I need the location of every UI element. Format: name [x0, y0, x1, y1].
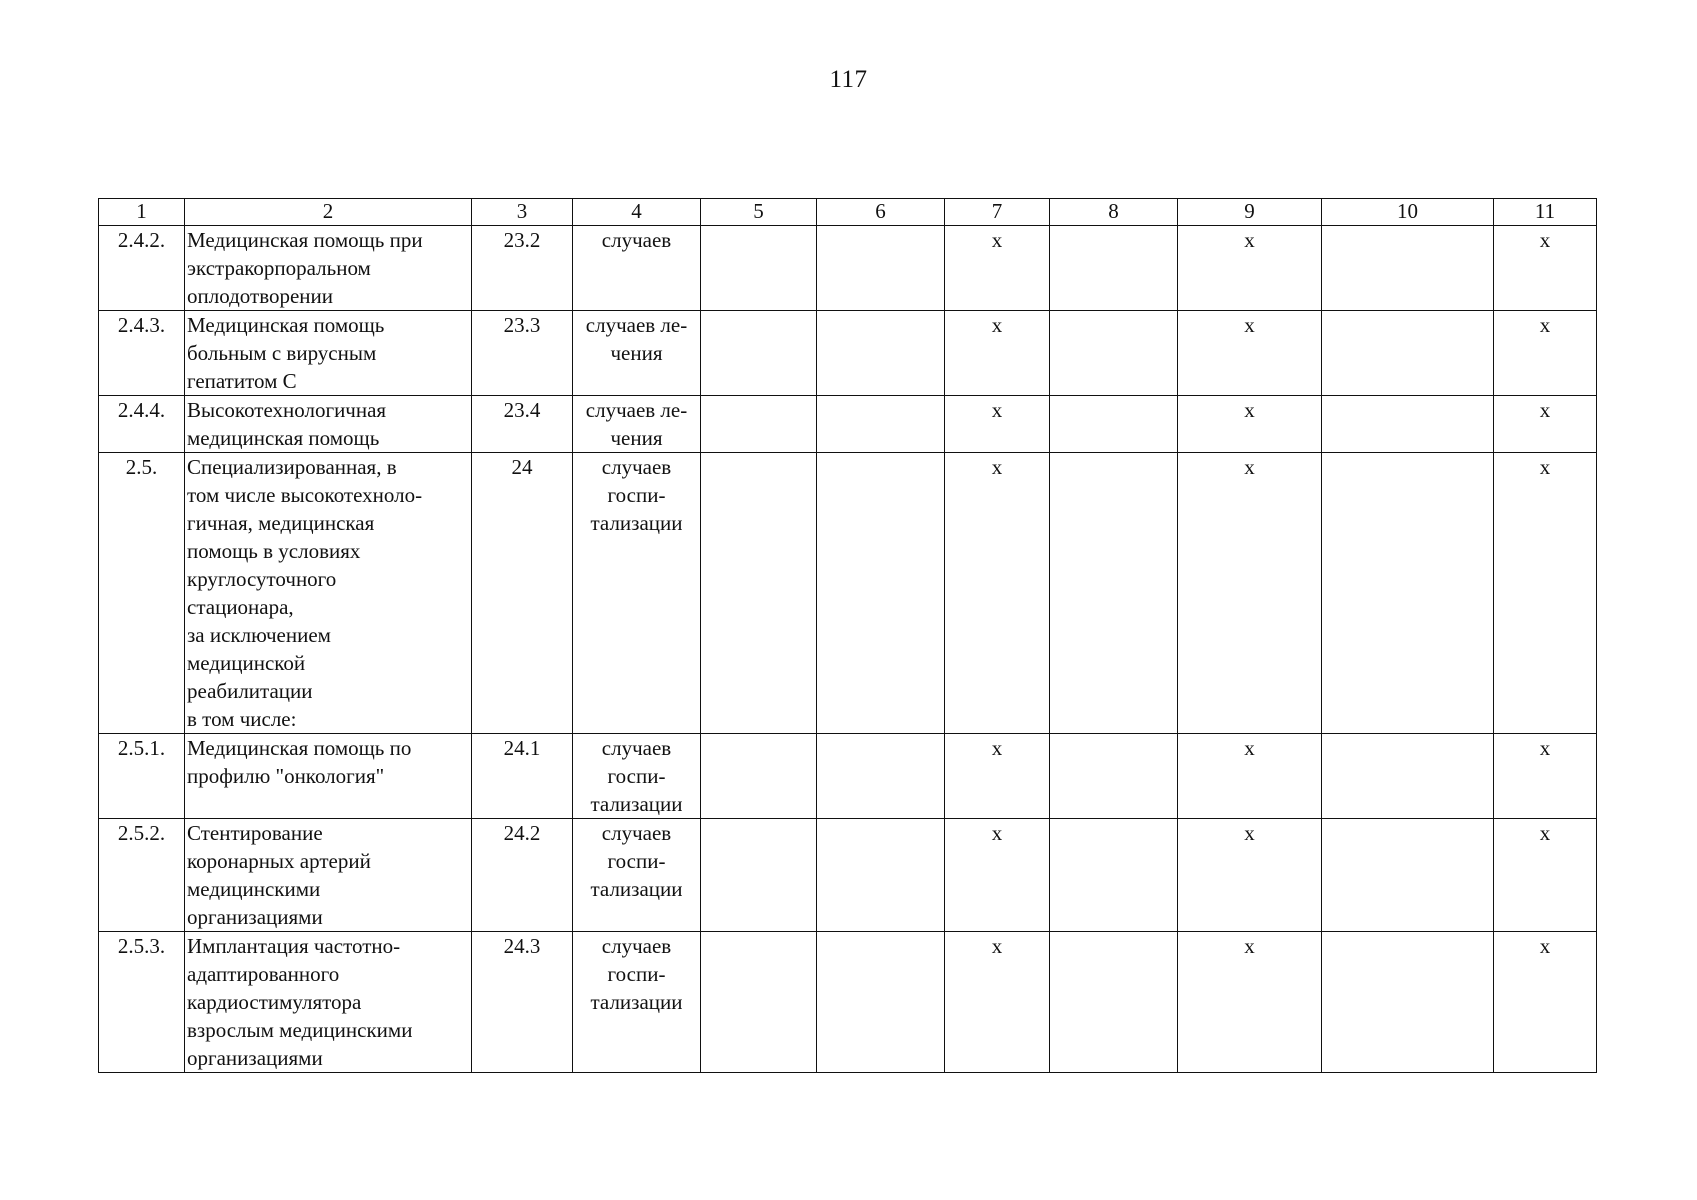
col11-cell	[1494, 932, 1597, 1073]
col5-cell	[701, 396, 817, 453]
col11-cell	[1494, 226, 1597, 311]
col7-cell	[945, 734, 1050, 819]
col9-text: x	[1244, 736, 1255, 760]
col9-cell	[1178, 396, 1322, 453]
row-name-text: Медицинская помощь при экстракорпоральном оплодотворении	[187, 228, 423, 308]
col10-cell	[1322, 226, 1494, 311]
column-header: 2	[185, 199, 472, 226]
col11-cell	[1494, 734, 1597, 819]
column-header: 3	[472, 199, 573, 226]
row-name-cell	[185, 932, 472, 1073]
col9-cell	[1178, 226, 1322, 311]
col10-cell	[1322, 453, 1494, 734]
col8-cell	[1050, 396, 1178, 453]
col8-cell	[1050, 453, 1178, 734]
col9-cell	[1178, 453, 1322, 734]
row-code-cell	[472, 311, 573, 396]
col11-cell	[1494, 819, 1597, 932]
col8-cell	[1050, 819, 1178, 932]
col9-text: x	[1244, 313, 1255, 337]
row-name-cell	[185, 734, 472, 819]
row-unit-cell	[573, 819, 701, 932]
row-unit-text: случаев ле- чения	[585, 313, 688, 365]
row-unit-cell	[573, 932, 701, 1073]
data-table	[98, 198, 1597, 1073]
row-number-text: 2.5.	[125, 455, 158, 479]
row-code-cell	[472, 734, 573, 819]
col7-cell	[945, 311, 1050, 396]
table-row	[99, 819, 1597, 932]
row-unit-text: случаев госпи- тализации	[590, 736, 683, 816]
col11-text: x	[1539, 736, 1551, 760]
table-row	[99, 453, 1597, 734]
row-code-text: 23.3	[503, 313, 541, 337]
col11-text: x	[1539, 934, 1551, 958]
column-header: 4	[573, 199, 701, 226]
row-name-text: Стентирование коронарных артерий медицинскими организациями	[187, 821, 371, 929]
col11-text: x	[1539, 313, 1551, 337]
row-name-text: Специализированная, в том числе высокотехноло- гичная, медицинская помощь в условиях круглосуточного стационара, за исключением медицинской реабилитации в том числе:	[187, 455, 423, 731]
row-number-text: 2.5.2.	[117, 821, 166, 845]
row-unit-text: случаев ле- чения	[585, 398, 688, 450]
row-number-cell	[99, 734, 185, 819]
col10-cell	[1322, 932, 1494, 1073]
col11-text: x	[1539, 228, 1551, 252]
col10-cell	[1322, 734, 1494, 819]
table-row	[99, 396, 1597, 453]
col11-text: x	[1539, 398, 1551, 422]
col6-cell	[817, 932, 945, 1073]
col11-cell	[1494, 311, 1597, 396]
column-header: 10	[1322, 199, 1494, 226]
row-unit-cell	[573, 453, 701, 734]
row-name-cell	[185, 226, 472, 311]
row-code-cell	[472, 453, 573, 734]
col11-cell	[1494, 453, 1597, 734]
row-name-cell	[185, 453, 472, 734]
col7-text: x	[991, 455, 1003, 479]
row-unit-cell	[573, 311, 701, 396]
col11-text: x	[1539, 455, 1551, 479]
row-code-text: 23.4	[503, 398, 541, 422]
col7-text: x	[991, 313, 1003, 337]
col6-cell	[817, 226, 945, 311]
col9-text: x	[1244, 821, 1255, 845]
col8-cell	[1050, 226, 1178, 311]
column-header: 8	[1050, 199, 1178, 226]
table-row	[99, 226, 1597, 311]
page-number: 117	[829, 66, 868, 93]
col10-cell	[1322, 396, 1494, 453]
col9-cell	[1178, 932, 1322, 1073]
col9-text: x	[1244, 398, 1255, 422]
col5-cell	[701, 932, 817, 1073]
row-number-text: 2.4.2.	[117, 228, 166, 252]
row-unit-text: случаев госпи- тализации	[590, 455, 683, 535]
col5-cell	[701, 311, 817, 396]
row-name-text: Имплантация частотно- адаптированного кардиостимулятора взрослым медицинскими организациями	[187, 934, 413, 1070]
col11-text: x	[1539, 821, 1551, 845]
row-number-text: 2.4.3.	[117, 313, 166, 337]
table-header	[99, 199, 1597, 226]
col7-text: x	[991, 228, 1003, 252]
row-unit-cell	[573, 396, 701, 453]
row-unit-text: случаев госпи- тализации	[590, 821, 683, 901]
row-name-cell	[185, 311, 472, 396]
row-code-text: 23.2	[503, 228, 541, 252]
col5-cell	[701, 819, 817, 932]
row-number-cell	[99, 819, 185, 932]
table-body	[99, 226, 1597, 1073]
row-code-cell	[472, 819, 573, 932]
row-number-cell	[99, 311, 185, 396]
col7-text: x	[991, 934, 1003, 958]
row-number-text: 2.5.3.	[117, 934, 166, 958]
col5-cell	[701, 734, 817, 819]
row-code-cell	[472, 226, 573, 311]
col9-text: x	[1244, 934, 1255, 958]
table-row	[99, 311, 1597, 396]
column-header: 6	[817, 199, 945, 226]
col6-cell	[817, 311, 945, 396]
row-number-text: 2.5.1.	[117, 736, 166, 760]
col10-cell	[1322, 311, 1494, 396]
row-unit-cell	[573, 226, 701, 311]
row-name-text: Высокотехнологичная медицинская помощь	[187, 398, 387, 450]
col5-cell	[701, 453, 817, 734]
col10-cell	[1322, 819, 1494, 932]
row-code-cell	[472, 932, 573, 1073]
col11-cell	[1494, 396, 1597, 453]
column-header: 11	[1494, 199, 1597, 226]
header-row	[99, 199, 1597, 226]
col9-cell	[1178, 734, 1322, 819]
row-number-cell	[99, 396, 185, 453]
col7-text: x	[991, 398, 1003, 422]
row-unit-cell	[573, 734, 701, 819]
col7-cell	[945, 226, 1050, 311]
row-name-cell	[185, 396, 472, 453]
col9-text: x	[1244, 455, 1255, 479]
row-code-text: 24.1	[503, 736, 541, 760]
column-header: 1	[99, 199, 185, 226]
row-number-cell	[99, 932, 185, 1073]
col8-cell	[1050, 734, 1178, 819]
col8-cell	[1050, 311, 1178, 396]
col7-cell	[945, 819, 1050, 932]
row-unit-text: случаев госпи- тализации	[590, 934, 683, 1014]
row-unit-text: случаев	[601, 228, 672, 252]
table-row	[99, 734, 1597, 819]
col7-cell	[945, 453, 1050, 734]
col9-cell	[1178, 311, 1322, 396]
col6-cell	[817, 819, 945, 932]
col6-cell	[817, 734, 945, 819]
row-number-cell	[99, 453, 185, 734]
col6-cell	[817, 453, 945, 734]
col6-cell	[817, 396, 945, 453]
column-header: 7	[945, 199, 1050, 226]
row-code-cell	[472, 396, 573, 453]
col9-text: x	[1244, 228, 1255, 252]
row-code-text: 24.2	[503, 821, 541, 845]
column-header: 9	[1178, 199, 1322, 226]
table-row	[99, 932, 1597, 1073]
col5-cell	[701, 226, 817, 311]
row-name-text: Медицинская помощь больным с вирусным гепатитом С	[187, 313, 385, 393]
row-code-text: 24	[511, 455, 533, 479]
col7-text: x	[991, 736, 1003, 760]
col7-text: x	[991, 821, 1003, 845]
row-number-cell	[99, 226, 185, 311]
row-code-text: 24.3	[503, 934, 541, 958]
col7-cell	[945, 932, 1050, 1073]
column-header: 5	[701, 199, 817, 226]
col7-cell	[945, 396, 1050, 453]
row-name-cell	[185, 819, 472, 932]
col9-cell	[1178, 819, 1322, 932]
col8-cell	[1050, 932, 1178, 1073]
row-number-text: 2.4.4.	[117, 398, 166, 422]
row-name-text: Медицинская помощь по профилю "онкология"	[187, 736, 412, 788]
